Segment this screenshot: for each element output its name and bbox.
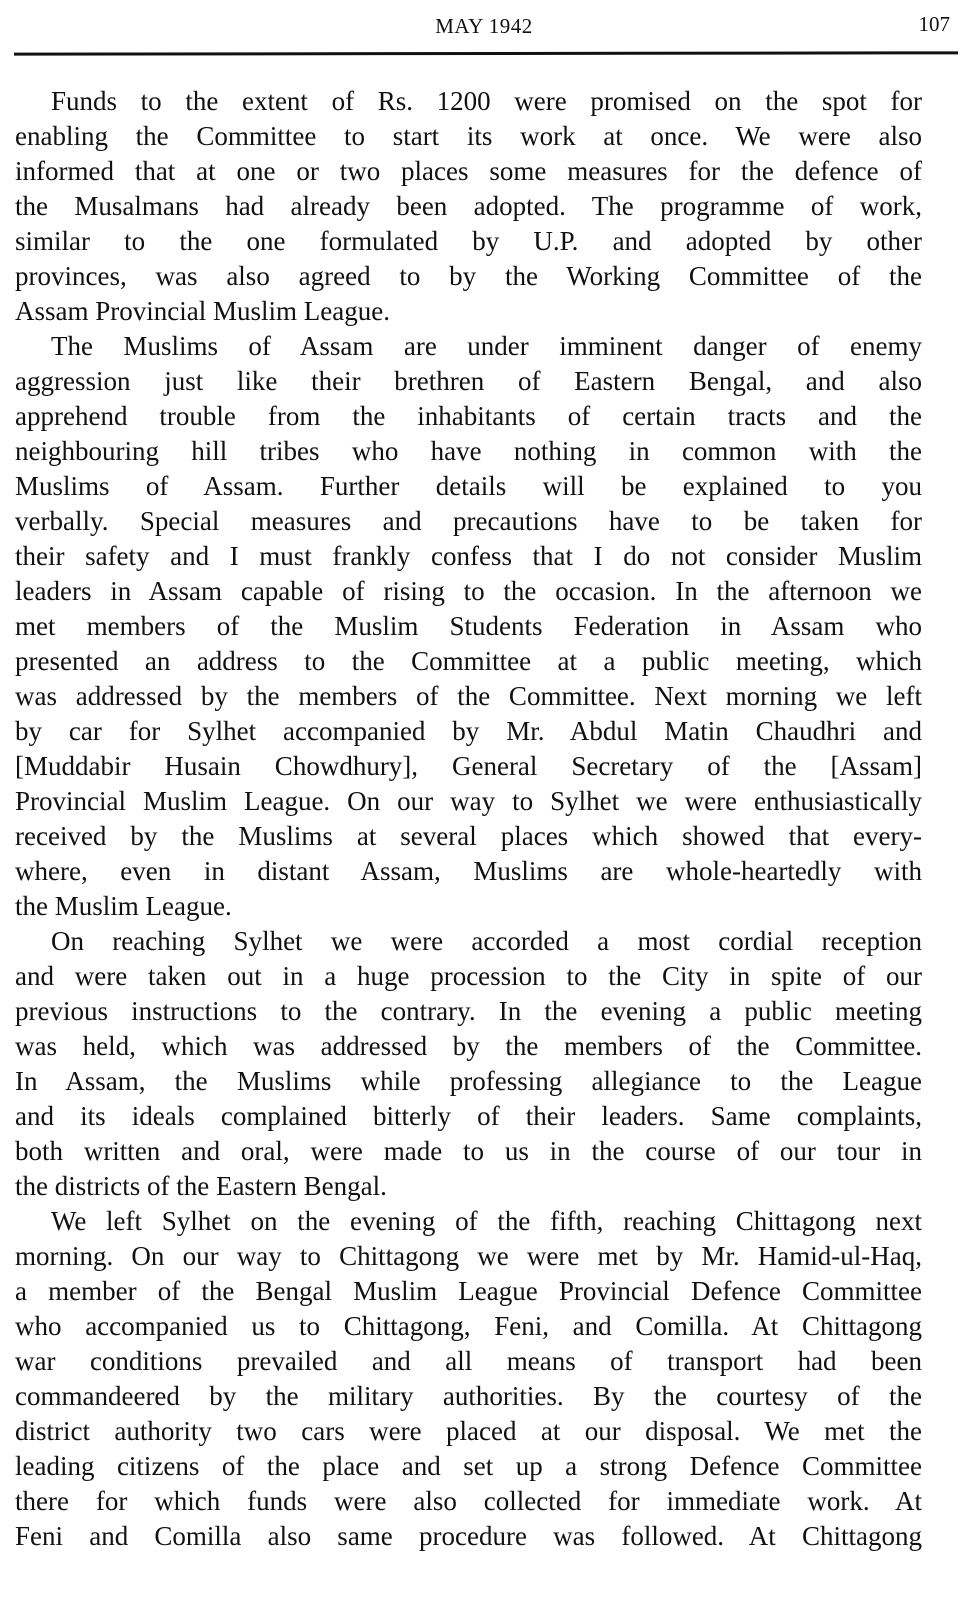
text-line: aggression just like their brethren of Eastern Bengal, and also — [15, 366, 922, 396]
body-text — [15, 84, 922, 1554]
running-head — [14, 14, 954, 44]
text-line: was addressed by the members of the Committee. Next morning we left — [15, 681, 922, 711]
text-line: leaders in Assam capable of rising to the occasion. In the afternoon we — [15, 576, 922, 606]
text-line: a member of the Bengal Muslim League Provincial Defence Committee — [15, 1276, 922, 1306]
text-line: Assam Provincial Muslim League. — [15, 296, 390, 326]
text-line: In Assam, the Muslims while professing allegiance to the League — [15, 1066, 922, 1096]
text-line: and its ideals complained bitterly of their leaders. Same complaints, — [15, 1101, 922, 1131]
text-line: and were taken out in a huge procession to the City in spite of our — [15, 961, 922, 991]
text-line: previous instructions to the contrary. In the evening a public meeting — [15, 996, 922, 1026]
text-line: apprehend trouble from the inhabitants of certain tracts and the — [15, 401, 922, 431]
text-line: was held, which was addressed by the members of the Committee. — [15, 1031, 922, 1061]
text-line: the Musalmans had already been adopted. The programme of work, — [15, 191, 922, 221]
text-line: leading citizens of the place and set up a strong Defence Committee — [15, 1451, 922, 1481]
text-line: who accompanied us to Chittagong, Feni, and Comilla. At Chittagong — [15, 1311, 922, 1341]
paragraph — [15, 84, 922, 329]
text-line: commandeered by the military authorities. By the courtesy of the — [15, 1381, 922, 1411]
paragraph — [15, 329, 922, 924]
text-line: Muslims of Assam. Further details will be explained to you — [15, 471, 922, 501]
text-line: district authority two cars were placed at our disposal. We met the — [15, 1416, 922, 1446]
paragraph — [15, 924, 922, 1204]
text-line: there for which funds were also collected for immediate work. At — [15, 1486, 922, 1516]
text-line: morning. On our way to Chittagong we were met by Mr. Hamid-ul-Haq, — [15, 1241, 922, 1271]
text-line: provinces, was also agreed to by the Working Committee of the — [15, 261, 922, 291]
header-rule — [14, 51, 958, 55]
text-line: the districts of the Eastern Bengal. — [15, 1171, 387, 1201]
text-line: their safety and I must frankly confess that I do not consider Muslim — [15, 541, 922, 571]
text-line: the Muslim League. — [15, 891, 232, 921]
running-title: MAY 1942 — [435, 14, 533, 38]
text-line: neighbouring hill tribes who have nothing in common with the — [15, 436, 922, 466]
text-line: presented an address to the Committee at a public meeting, which — [15, 646, 922, 676]
text-line: similar to the one formulated by U.P. and adopted by other — [15, 226, 922, 256]
page-number: 107 — [918, 12, 950, 36]
text-line: enabling the Committee to start its work at once. We were also — [15, 121, 922, 151]
text-line: [Muddabir Husain Chowdhury], General Secretary of the [Assam] — [15, 751, 922, 781]
paragraph — [15, 1204, 922, 1554]
text-line: We left Sylhet on the evening of the fifth, reaching Chittagong next — [51, 1206, 922, 1236]
text-line: Provincial Muslim League. On our way to Sylhet we were enthusiastically — [15, 786, 922, 816]
text-line: war conditions prevailed and all means of transport had been — [15, 1346, 922, 1376]
text-line: informed that at one or two places some measures for the defence of — [15, 156, 922, 186]
text-line: The Muslims of Assam are under imminent danger of enemy — [51, 331, 922, 361]
text-line: met members of the Muslim Students Federation in Assam who — [15, 611, 922, 641]
text-line: received by the Muslims at several places which showed that every- — [15, 821, 922, 851]
text-line: Funds to the extent of Rs. 1200 were promised on the spot for — [51, 86, 922, 116]
text-line: Feni and Comilla also same procedure was followed. At Chittagong — [15, 1521, 922, 1551]
text-line: verbally. Special measures and precautions have to be taken for — [15, 506, 922, 536]
text-line: by car for Sylhet accompanied by Mr. Abdul Matin Chaudhri and — [15, 716, 922, 746]
text-line: where, even in distant Assam, Muslims are whole-heartedly with — [15, 856, 922, 886]
text-line: On reaching Sylhet we were accorded a most cordial reception — [51, 926, 922, 956]
text-line: both written and oral, were made to us in the course of our tour in — [15, 1136, 922, 1166]
